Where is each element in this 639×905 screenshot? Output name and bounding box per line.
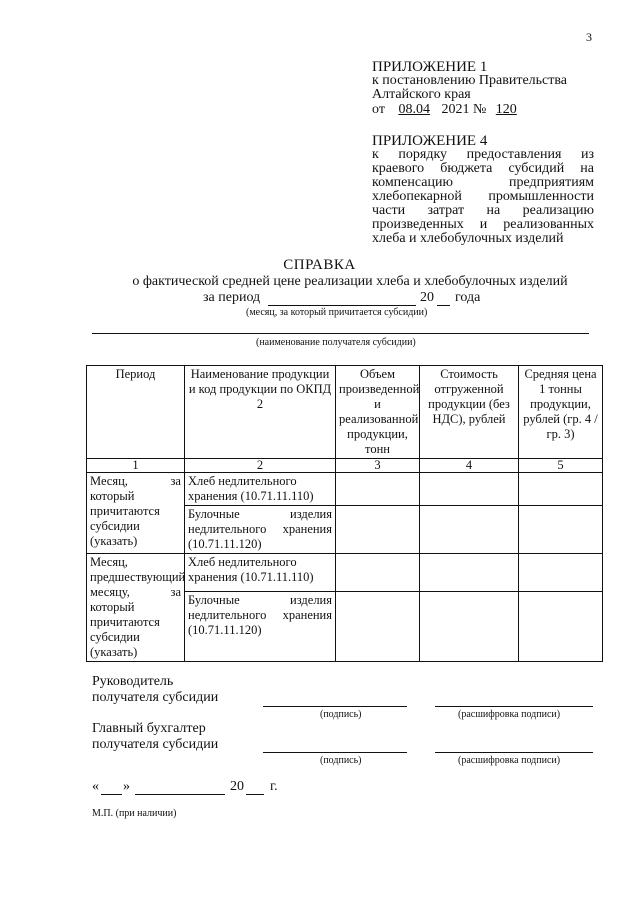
column-number: 5 xyxy=(519,459,603,473)
head-decoding-line[interactable] xyxy=(435,706,593,707)
product-cell: Хлеб недлительного хранения (10.71.11.110) xyxy=(185,554,336,592)
period-year-prefix: 20 xyxy=(420,290,434,305)
avg-price-cell[interactable] xyxy=(519,591,603,661)
accountant-line2: получателя субсидии xyxy=(92,737,219,752)
accountant-line1: Главный бухгалтер xyxy=(92,721,206,736)
product-cell: Булочные изделия недлительного хранения (10.71.11.120) xyxy=(185,506,336,554)
appendix-4-title: ПРИЛОЖЕНИЕ 4 xyxy=(372,133,488,149)
avg-price-cell[interactable] xyxy=(519,554,603,592)
head-line1: Руководитель xyxy=(92,674,174,689)
table-row xyxy=(87,473,603,506)
date-year-line[interactable] xyxy=(246,794,264,795)
table-row xyxy=(87,554,603,592)
page-number: 3 xyxy=(586,30,592,44)
appendix-1-title: ПРИЛОЖЕНИЕ 1 xyxy=(372,59,488,75)
cost-cell[interactable] xyxy=(420,473,519,506)
period-year-input-line[interactable] xyxy=(437,305,450,306)
head-signature-note: (подпись) xyxy=(320,709,362,720)
period-cell: Месяц, предшествующий месяцу, за который причитаются субсидии (указать) xyxy=(87,554,185,662)
appendix-4-block xyxy=(372,134,594,246)
appendix-1-line1: к постановлению Правительства xyxy=(372,73,568,88)
accountant-signer-label xyxy=(92,721,218,753)
number-sign: № xyxy=(472,102,487,117)
date-prefix: от xyxy=(372,102,385,117)
document-title: СПРАВКА xyxy=(283,257,356,273)
accountant-signature-note: (подпись) xyxy=(320,755,362,766)
header-period: Период xyxy=(87,366,185,459)
table-header-row xyxy=(87,366,603,459)
period-label: за период xyxy=(203,290,261,305)
volume-cell[interactable] xyxy=(336,473,420,506)
decree-date: 08.04 xyxy=(398,102,430,117)
head-line2: получателя субсидии xyxy=(92,690,219,705)
date-year-suffix: г. xyxy=(270,779,278,794)
accountant-decoding-line[interactable] xyxy=(435,752,593,753)
column-number: 2 xyxy=(185,459,336,473)
header-avg-price: Средняя цена 1 тонны продукции, рублей (гр. 4 / гр. 3) xyxy=(519,366,603,459)
data-table xyxy=(86,365,603,662)
date-close-quote: » xyxy=(123,779,130,794)
date-year-prefix: 20 xyxy=(230,779,244,794)
period-cell: Месяц, за который причитаются субсидии (указать) xyxy=(87,473,185,554)
column-number: 4 xyxy=(420,459,519,473)
date-day-line[interactable] xyxy=(101,794,122,795)
accountant-signature-line[interactable] xyxy=(263,752,407,753)
appendix-1-date-line xyxy=(372,103,607,117)
decree-number: 120 xyxy=(495,102,517,117)
header-volume: Объем произведенной и реализованной продукции, тонн xyxy=(336,366,420,459)
column-number-row xyxy=(87,459,603,473)
avg-price-cell[interactable] xyxy=(519,473,603,506)
appendix-4-text: к порядку предоставления из краевого бюджета субсидий на компенсацию предприятиям хлебопекарной промышленности части затрат на реализацию произведенных и реализованных хлеба и хлебобулочных изделий xyxy=(372,147,594,246)
stamp-note: М.П. (при наличии) xyxy=(92,808,177,819)
product-cell: Хлеб недлительного хранения (10.71.11.110) xyxy=(185,473,336,506)
head-signer-label xyxy=(92,674,218,706)
recipient-input-line[interactable] xyxy=(92,333,589,334)
date-open-quote: « xyxy=(92,779,99,794)
decree-year: 2021 xyxy=(441,102,470,117)
recipient-note: (наименование получателя субсидии) xyxy=(256,337,416,348)
cost-cell[interactable] xyxy=(420,591,519,661)
cost-cell[interactable] xyxy=(420,506,519,554)
head-signature-line[interactable] xyxy=(263,706,407,707)
head-decoding-note: (расшифровка подписи) xyxy=(458,709,561,720)
header-product: Наименование продукции и код продукции по ОКПД 2 xyxy=(185,366,336,459)
period-year-suffix: года xyxy=(455,290,481,305)
period-note: (месяц, за который причитается субсидии) xyxy=(246,307,428,318)
volume-cell[interactable] xyxy=(336,506,420,554)
volume-cell[interactable] xyxy=(336,591,420,661)
accountant-decoding-note: (расшифровка подписи) xyxy=(458,755,561,766)
column-number: 3 xyxy=(336,459,420,473)
product-cell: Булочные изделия недлительного хранения (10.71.11.120) xyxy=(185,591,336,661)
cost-cell[interactable] xyxy=(420,554,519,592)
column-number: 1 xyxy=(87,459,185,473)
document-subtitle: о фактической средней цене реализации хлеба и хлебобулочных изделий xyxy=(132,274,568,289)
header-cost: Стоимость отгруженной продукции (без НДС), рублей xyxy=(420,366,519,459)
date-month-line[interactable] xyxy=(135,794,225,795)
appendix-1-line2: Алтайского края xyxy=(372,87,471,102)
period-input-line[interactable] xyxy=(268,305,416,306)
appendix-1-block xyxy=(372,60,607,117)
volume-cell[interactable] xyxy=(336,554,420,592)
avg-price-cell[interactable] xyxy=(519,506,603,554)
